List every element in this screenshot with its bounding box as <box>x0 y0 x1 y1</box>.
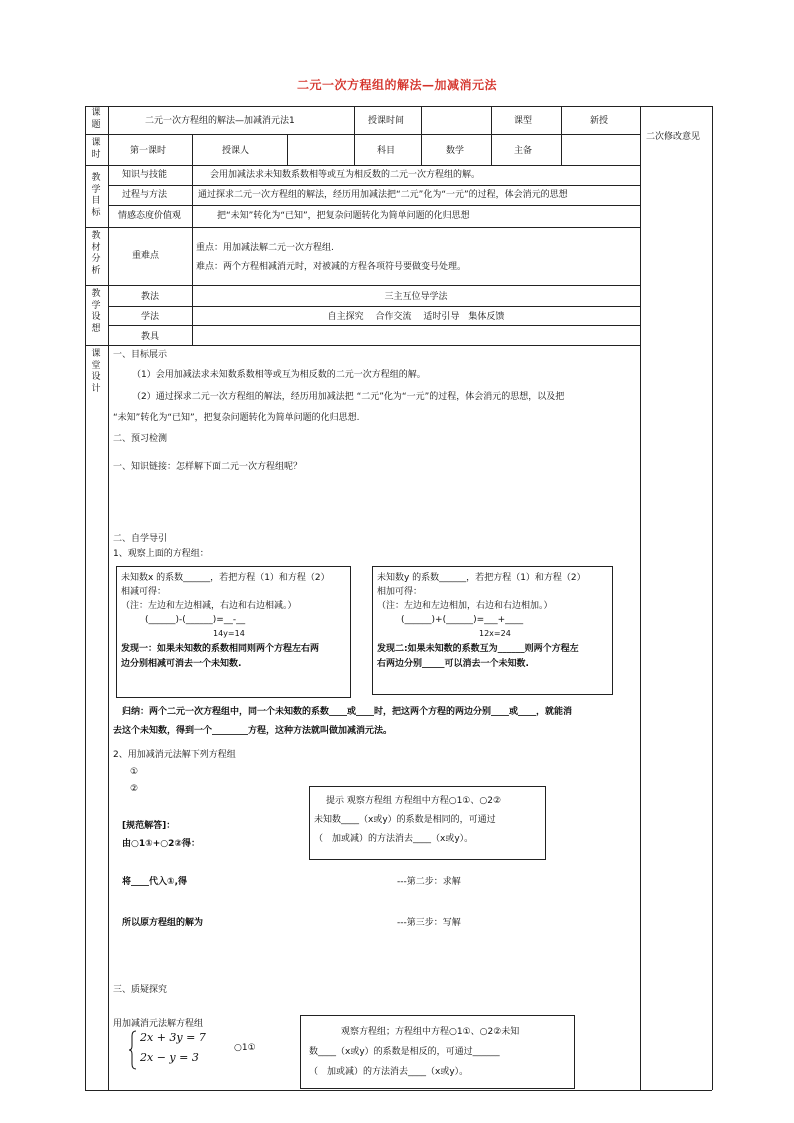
boxL-line2: 相减可得： <box>121 587 167 597</box>
goal-attitude-label: 情感态度价值观 <box>118 211 182 221</box>
boxR-line3: （注：左边和左边相加，右边和右边相加。） <box>377 601 553 611</box>
section-preview: 二、预习检测 <box>113 434 168 444</box>
self-study: 二、自学导引 <box>113 534 168 544</box>
boxR-line2: 相加可得： <box>377 587 423 597</box>
goal-process-label: 过程与方法 <box>122 190 168 200</box>
boxL-line4: (______)-(______)=__-__ <box>145 615 246 625</box>
boxR-line6: 发现二:如果未知数的系数互为______则两个方程左 <box>377 644 579 654</box>
section-goals: 一、目标展示 <box>113 350 168 360</box>
method-label: 教法 <box>141 292 160 302</box>
step2-label: ---第二步：求解 <box>397 877 461 887</box>
tools-label: 教具 <box>141 332 160 342</box>
hint2-line3: （ 加或减）的方法消去____（x或y）。 <box>309 1067 469 1077</box>
boxR-line4: (______)+(______)=___+____ <box>401 615 524 625</box>
subject-label: 科目 <box>377 146 396 156</box>
prep-label: 主备 <box>514 146 533 156</box>
difficult-point: 难点：两个方程相减消元时，对被减的方程各项符号要做变号处理。 <box>196 262 467 272</box>
row-label-lesson: 课堂设计 <box>91 349 101 394</box>
boxL-line6: 发现一：如果未知数的系数相同则两个方程左右两 <box>121 644 320 654</box>
boxL-line1: 未知数x 的系数______，若把方程（1）和方程（2） <box>121 573 330 583</box>
standard-answer: [规范解答]： <box>122 821 176 831</box>
goal-attitude-text: 把“未知”转化为“已知”，把复杂问题转化为简单问题的化归思想 <box>217 211 470 221</box>
row-label-topic: 课题 <box>91 108 101 130</box>
hint-box-1 <box>309 786 546 860</box>
equation-mark: ○1① <box>234 1043 256 1053</box>
learning-label: 学法 <box>141 312 160 322</box>
goal-knowledge-text: 会用加减法求未知数系数相等或互为相反数的二元一次方程组的解。 <box>210 170 481 180</box>
knowledge-link: 一、知识链接：怎样解下面二元一次方程组呢？ <box>113 462 303 472</box>
topic-value: 二元一次方程组的解法—加减消元法1 <box>145 116 295 126</box>
page-title: 二元一次方程组的解法—加减消元法 <box>296 78 497 92</box>
type-value: 新授 <box>590 116 609 126</box>
circle-2: ② <box>130 784 139 794</box>
goal-2a: （2）通过探求二元一次方程组的解法，经历用加减法把 “二元”化为“一元”的过程，体会消元的思想，以及把 <box>132 392 565 402</box>
hint1-line2: 未知数____（x或y）的系数是相同的，可通过 <box>314 815 496 825</box>
goal-knowledge-label: 知识与技能 <box>122 170 168 180</box>
boxR-line7: 右两边分别_____可以消去一个未知数. <box>377 659 529 669</box>
question-2: 2、用加减消元法解下列方程组 <box>113 750 236 760</box>
goal-2b: “未知”转化为“已知”，把复杂问题转化为简单问题的化归思想. <box>113 413 360 423</box>
period-value: 第一课时 <box>130 146 167 156</box>
brace-icon <box>128 1030 138 1070</box>
addition-box <box>372 566 613 695</box>
teacher-label: 授课人 <box>222 146 250 156</box>
summary-line1: 归纳：两个二元一次方程组中，同一个未知数的系数____或____时，把这两个方程的两边分别____或____，就能消 <box>122 707 573 717</box>
goal-1: （1）会用加减法求未知数系数相等或互为相反数的二元一次方程组的解。 <box>132 370 426 380</box>
boxR-line5: 12x=24 <box>479 629 511 638</box>
boxR-line1: 未知数y 的系数______，若把方程（1）和方程（2） <box>377 573 586 583</box>
time-label: 授课时间 <box>368 116 405 126</box>
hint1-line1: 提示 观察方程组 方程组中方程○1①、○2② <box>326 796 502 806</box>
hint2-line2: 数____（x或y）的系数是相反的，可通过______ <box>309 1047 500 1057</box>
equation-1: 2x + 3y = 7 <box>140 1031 206 1044</box>
hint1-line3: （ 加或减）的方法消去____（x或y）。 <box>314 834 474 844</box>
row-label-goals: 教学目标 <box>91 173 101 218</box>
question-3: 用加减消元法解方程组 <box>113 1019 204 1029</box>
key-label: 重难点 <box>132 251 160 261</box>
equation-2: 2x − y = 3 <box>140 1051 199 1064</box>
boxL-line3: （注：左边和左边相减，右边和右边相减。） <box>121 601 297 611</box>
revision-header: 二次修改意见 <box>646 132 701 142</box>
hint2-line1: 观察方程组；方程组中方程○1①、○2②未知 <box>341 1027 520 1037</box>
row-label-analysis: 教材分析 <box>91 231 101 276</box>
section-inquiry: 三、质疑探究 <box>113 985 168 995</box>
learning-value: 自主探究 合作交流 适时引导 集体反馈 <box>327 312 505 322</box>
subtraction-box <box>116 566 351 698</box>
key-point: 重点：用加减法解二元一次方程组. <box>196 243 334 253</box>
row-label-design: 教学设想 <box>91 289 101 334</box>
goal-process-text: 通过探求二元一次方程组的解法，经历用加减法把“二元”化为“一元”的过程，体会消元的思想 <box>198 190 568 200</box>
boxL-line7: 边分别相减可消去一个未知数. <box>121 659 242 669</box>
type-label: 课型 <box>514 116 533 126</box>
method-value: 三主互位导学法 <box>384 292 448 302</box>
summary-line2: 去这个未知数，得到一个________方程，这种方法就叫做加减消元法。 <box>113 726 393 736</box>
question-1: 1、观察上面的方程组： <box>113 549 209 559</box>
step3-label: ---第三步：写解 <box>397 918 461 928</box>
step1-text: 由○1①+○2②得： <box>122 839 201 849</box>
solution-text: 所以原方程组的解为 <box>122 918 204 928</box>
subject-value: 数学 <box>446 146 465 156</box>
hint-box-2 <box>300 1015 575 1089</box>
row-label-period: 课时 <box>91 138 101 160</box>
boxL-line5: 14y=14 <box>213 629 245 638</box>
circle-1: ① <box>130 767 139 777</box>
substitute-text: 将____代入①,得 <box>122 877 188 887</box>
